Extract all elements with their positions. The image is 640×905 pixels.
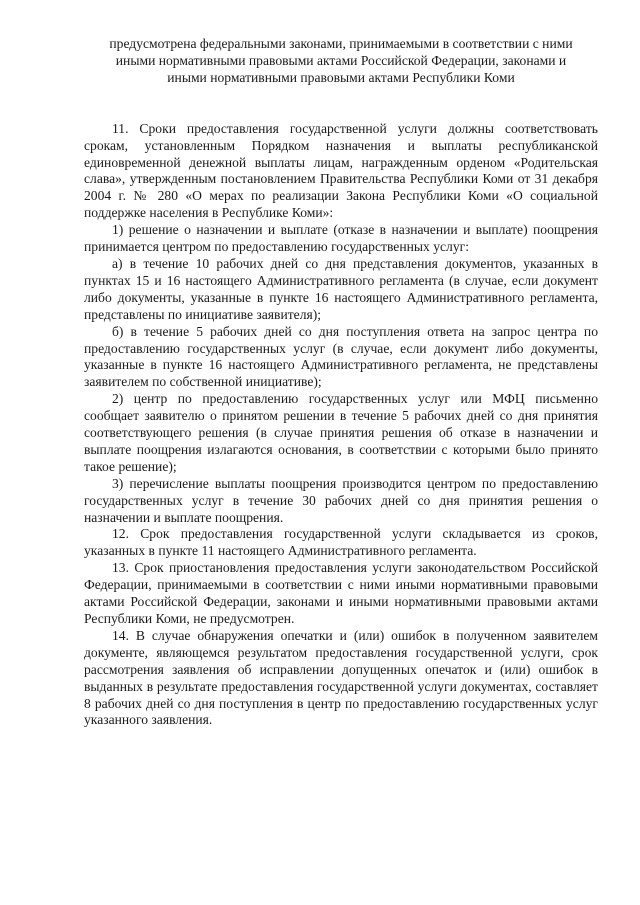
paragraph-12: 12. Срок предоставления государственной услуги складывается из сроков, указанных в пункте 11 настоящего Административного регламента. xyxy=(84,526,598,559)
intro-line: иными нормативными правовыми актами Республики Коми xyxy=(167,69,515,85)
paragraph-14: 14. В случае обнаружения опечатки и (или) ошибок в полученном заявителем документе, являющемся результатом предоставления государственной услуги, срок рассмотрения заявления об исправлении допущенных опечаток и (или) ошибок в выданных в результате предоставления государственной услуги документах, составляет 8 рабочих дней со дня поступления в центр по предоставлению государственных услуг указанного заявления. xyxy=(84,627,598,728)
paragraph-11-item-3: 3) перечисление выплаты поощрения производится центром по предоставлению государственных услуг в течение 30 рабочих дней со дня принятия решения о назначении и выплате поощрения. xyxy=(84,475,598,525)
paragraph-13: 13. Срок приостановления предоставления услуги законодательством Российской Федерации, принимаемыми в соответствии с ними иными нормативными правовыми актами Российской Федерации, законами и иными нормативными правовыми актами Республики Коми, не предусмотрен. xyxy=(84,560,598,626)
paragraph-11-item-1b: б) в течение 5 рабочих дней со дня поступления ответа на запрос центра по предоставлению государственных услуг (в случае, если документ либо документы, указанные в пункте 16 настоящего Административного регламента, не представлены заявителем по собственной инициативе); xyxy=(84,323,598,390)
paragraph-11-item-2: 2) центр по предоставлению государственных услуг или МФЦ письменно сообщает заявителю о принятом решении в течение 5 рабочих дней со дня принятия соответствующего решения (в случае принятия решения об отказе в назначении и выплате поощрения излагаются основания, в соответствии с которыми было принято такое решение); xyxy=(84,391,598,474)
paragraph-spacer xyxy=(84,87,598,121)
intro-line: иными нормативными правовыми актами Российской Федерации, законами и xyxy=(115,52,567,68)
document-page xyxy=(84,36,598,729)
paragraph-11: 11. Сроки предоставления государственной услуги должны соответствовать срокам, установленным Порядком назначения и выплаты республиканской единовременной денежной выплаты лицам, награжденным орденом «Родительская слава», утвержденным постановлением Правительства Республики Коми от 31 декабря 2004 г. № 280 «О мерах по реализации Закона Республики Коми «О социальной поддержке населения в Республике Коми»: xyxy=(84,120,598,221)
paragraph-11-item-1a: а) в течение 10 рабочих дней со дня представления документов, указанных в пунктах 15 и 16 настоящего Административного регламента (в случае, если документ либо документы, указанные в пункте 16 настоящего Административного регламента, представлены по инициативе заявителя); xyxy=(84,255,598,322)
intro-line: предусмотрена федеральными законами, принимаемыми в соответствии с ними xyxy=(109,36,573,51)
paragraph-11-item-1: 1) решение о назначении и выплате (отказе в назначении и выплате) поощрения принимается центром по предоставлению государственных услуг: xyxy=(84,222,598,255)
